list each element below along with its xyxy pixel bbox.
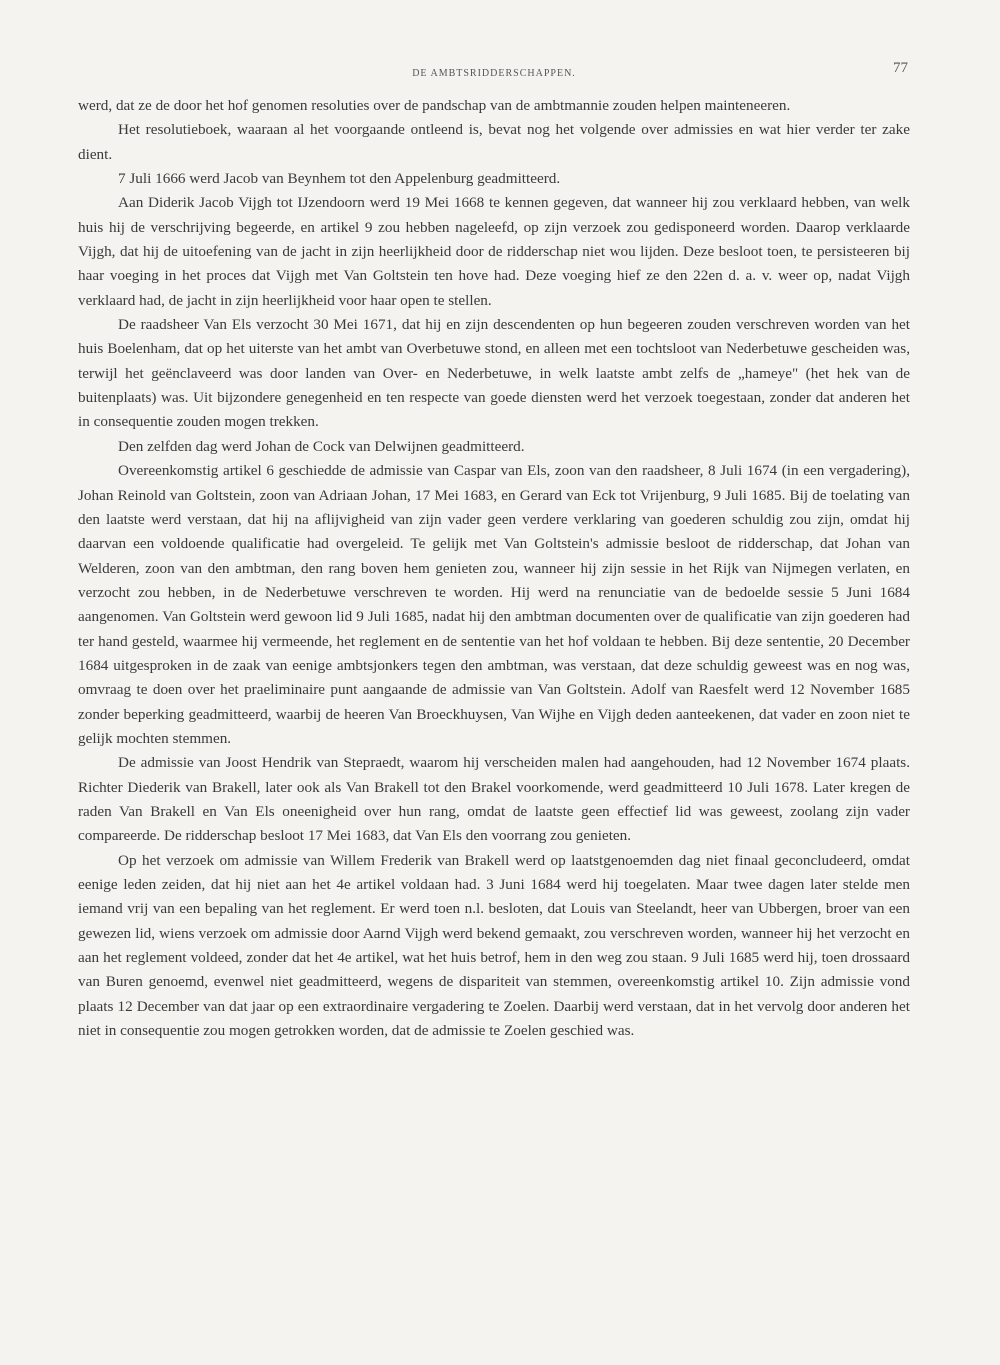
paragraph: De admissie van Joost Hendrik van Stepraedt, waarom hij verscheiden malen had aangehouden, had 12 November 1674 plaats. Richter Diederik van Brakell, later ook als Van Brakell tot den Brakel voorkomende, werd geadmitteerd 10 Juli 1678. Later kregen de raden Van Brakell en Van Els oneenigheid over hun rang, omdat de laatste geen effectief lid was geweest, zoolang zijn vader compareerde. De ridderschap besloot 17 Mei 1683, dat Van Els den voorrang zou genieten.	[78, 754, 910, 845]
paragraph: Overeenkomstig artikel 6 geschiedde de admissie van Caspar van Els, zoon van den raadsheer, 8 Juli 1674 (in een vergadering), Johan Reinold van Goltstein, zoon van Adriaan Johan, 17 Mei 1683, en Gerard van Eck tot Vrijenburg, 9 Juli 1685. Bij de toelating van den laatste werd verstaan, dat hij na aflijvigheid van zijn vader geen verdere verklaring van goederen schuldig zou zijn, omdat hij daarvan een voldoende qualificatie had overgeleid. Te gelijk met Van Goltstein's admissie besloot de ridderschap, dat Johan van Welderen, zoon van den ambtman, den rang boven hem genieten zou, wanneer hij zijn sessie in het Rijk van Nijmegen verlaten, en verzocht zou hebben, in de Nederbetuwe verschreven te worden. Hij werd na renunciatie van de bedoelde sessie 5 Juni 1684 aangenomen. Van Goltstein werd gewoon lid 9 Juli 1685, nadat hij den ambtman documenten over de qualificatie van zijn goederen had ter hand gesteld, waarmee hij vermeende, het reglement en de sententie van het hof voldaan te hebben. Bij deze sententie, 20 December 1684 uitgesproken in de zaak van eenige ambtsjonkers tegen den ambtman, was verstaan, dat deze schuldig geweest was en nog was, omvraag te doen over het praeliminaire punt aangaande de admissie van Van Goltstein. Adolf van Raesfelt werd 12 November 1685 zonder beperking geadmitteerd, waarbij de heeren Van Broeckhuysen, Van Wijhe en Vijgh deden aanteekenen, dat vader en zoon niet te gelijk mochten stemmen.	[78, 462, 910, 747]
paragraph: werd, dat ze de door het hof genomen resoluties over de pandschap van de ambtmannie zouden helpen mainteneeren.	[78, 97, 791, 114]
running-head	[78, 58, 910, 84]
paragraph: Het resolutieboek, waaraan al het voorgaande ontleend is, bevat nog het volgende over admissies en wat hier verder ter zake dient.	[78, 121, 910, 163]
document-page	[78, 58, 910, 1043]
paragraph: Op het verzoek om admissie van Willem Frederik van Brakell werd op laatstgenoemden dag niet finaal geconcludeerd, omdat eenige leden zeiden, dat hij niet aan het 4e artikel voldaan had. 3 Juni 1684 werd hij toegelaten. Maar twee dagen later stelde men iemand vrij van een bepaling van het reglement. Er werd toen n.l. besloten, dat Louis van Steelandt, heer van Ubbergen, broer van een gewezen lid, wiens verzoek om admissie door Aarnd Vijgh werd bekend gemaakt, zou verschreven worden, wanneer hij het verzocht en aan het reglement voldeed, zonder dat het 4e artikel, wat het huis betrof, hem in den weg zou staan. 9 Juli 1685 werd hij, toen drossaard van Buren genoemd, evenwel niet geadmitteerd, wegens de dispariteit van stemmen, overeenkomstig artikel 10. Zijn admissie vond plaats 12 December van dat jaar op een extraordinaire vergadering te Zoelen. Daarbij werd verstaan, dat in het vervolg door anderen het niet in consequentie zou mogen getrokken worden, dat de admissie te Zoelen geschied was.	[78, 851, 910, 1040]
body-text	[78, 94, 910, 1043]
paragraph: Aan Diderik Jacob Vijgh tot IJzendoorn werd 19 Mei 1668 te kennen gegeven, dat wanneer hij zou verklaard hebben, van welk huis hij de verschrijving begeerde, en artikel 9 zou hebben nageleefd, op zijn verzoek zou gedisponeerd worden. Daarop verklaarde Vijgh, dat hij de uitoefening van de jacht in zijn heerlijkheid door de ridderschap niet wou lijden. Deze besloot toen, te persisteeren bij haar voeging in het proces dat Vijgh met Van Goltstein ten hove had. Deze voeging hief ze den 22en d. a. v. weer op, nadat Vijgh verklaard had, de jacht in zijn heerlijkheid voor haar open te stellen.	[78, 194, 910, 309]
page-number: 77	[893, 60, 908, 76]
paragraph: 7 Juli 1666 werd Jacob van Beynhem tot den Appelenburg geadmitteerd.	[118, 170, 561, 188]
paragraph: De raadsheer Van Els verzocht 30 Mei 1671, dat hij en zijn descendenten op hun begeeren zouden verschreven worden van het huis Boelenham, dat op het uiterste van het ambt van Overbetuwe stond, en alleen met een tochtsloot van Nederbetuwe gescheiden was, terwijl het geënclaveerd was door landen van Over- en Nederbetuwe, in welk laatste ambt zelfs de „hameye" (het hek van de buitenplaats) was. Uit bijzondere genegenheid en ten respecte van goede diensten werd het verzoek toegestaan, zonder dat anderen het in consequentie zouden mogen trekken.	[78, 316, 910, 431]
running-title: DE AMBTSRIDDERSCHAPPEN.	[412, 68, 576, 79]
paragraph: Den zelfden dag werd Johan de Cock van Delwijnen geadmitteerd.	[118, 437, 525, 455]
